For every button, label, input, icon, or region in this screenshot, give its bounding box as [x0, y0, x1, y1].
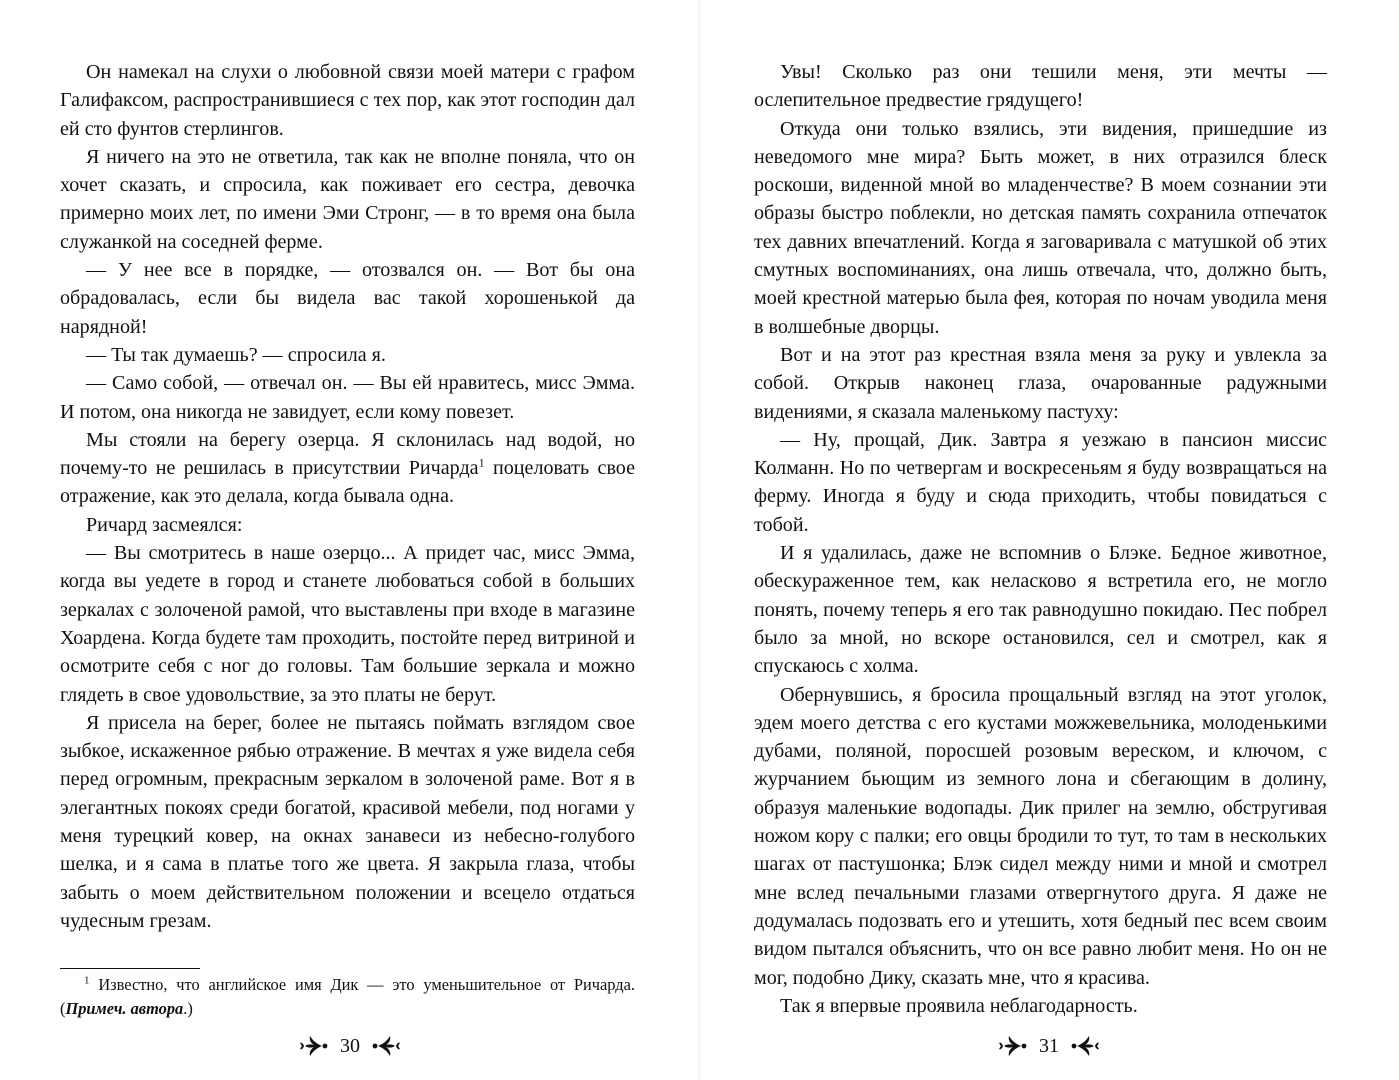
left-page-text — [60, 58, 635, 935]
footnote-reference: 1 — [478, 455, 485, 470]
footnote-attribution: Примеч. автора — [65, 999, 184, 1018]
paragraph: Вот и на этот раз крестная взяла меня за руку и увлекла за собой. Открыв наконец глаза, очарованные радужными видениями, я сказала маленькому пастуху: — [754, 343, 1327, 423]
right-page-text — [754, 58, 1327, 1020]
paragraph: И я удалилась, даже не вспомнив о Блэке. Бедное животное, обескураженное тем, как неласково я встретила его, не могло понять, почему теперь я его так равнодушно покидаю. Пес побрел было за мной, но вскоре остановился, сел и смотрел, как я спускаюсь с холма. — [754, 542, 1327, 678]
fleuron-icon — [1069, 1032, 1099, 1060]
paragraph: Я ничего на это не ответила, так как не вполне поняла, что он хочет сказать, и спросила, как поживает его сестра, девочка примерно моих лет, по имени Эми Стронг, — в то время она была служанкой на соседней ферме. — [60, 145, 635, 253]
paragraph: Так я впервые проявила неблагодарность. — [780, 994, 1138, 1017]
right-page — [700, 0, 1399, 1080]
paragraph: — Вы смотритесь в наше озерцо... А придет час, мисс Эмма, когда вы уедете в город и станете любоваться собой в больших зеркалах с золоченой рамой, что выставлены при входе в магазине Хоардена. Когда будете там проходить, постойте перед витриной и осмотрите себя с ног до головы. Там большие зеркала и можно глядеть в свое удовольствие, за это платы не берут. — [60, 542, 635, 706]
footnote-text: Известно, что английское имя Дик — это уменьшительное от Ричарда. ( — [60, 975, 635, 1018]
fleuron-icon — [999, 1032, 1029, 1060]
footnote-mark: 1 — [84, 974, 90, 987]
left-page — [0, 0, 699, 1080]
footnote-divider — [60, 968, 200, 969]
paragraph: Обернувшись, я бросила прощальный взгляд на этот уголок, эдем моего детства с его кустами можжевельника, молоденькими дубами, поляной, поросшей розовым вереском, и ключом, с журчанием бьющим из земного лона и сбегающим в долину, образуя маленькие водопады. Дик прилег на землю, обстругивая ножом кору с палки; его овцы бродили то тут, то там в нескольких шагах от пастушонка; Блэк сидел между ними и мной и смотрел мне вслед печальными глазами отвергнутого друга. Я даже не додумалась подозвать его и утешить, хотя бедный пес всем своим видом пытался объяснить, что он все равно любит меня. Но он не мог, подобно Дику, сказать мне, что я красива. — [754, 683, 1327, 989]
paragraph: Он намекал на слухи о любовной связи моей матери с графом Галифаксом, распространившиеся с тех пор, как этот господин дал ей сто фунтов стерлингов. — [60, 61, 635, 140]
paragraph: Я присела на берег, более не пытаясь поймать взглядом свое зыбкое, искаженное рябью отражение. В мечтах я уже видела себя перед огромным, прекрасным зеркалом в золоченой раме. Вот я в элегантных покоях среди богатой, красивой мебели, под ногами у меня турецкий ковер, на окнах занавеси из небесно-голубого шелка, и я сама в платье того же цвета. Я закрыла глаза, чтобы забыть о моем действительном положении и всецело отдаться чудесным грезам. — [60, 711, 635, 932]
page-number-area — [999, 1029, 1099, 1063]
paragraph: — Ты так думаешь? — спросила я. — [86, 343, 386, 366]
paragraph-text: поцеловать свое отражение, как это делала, когда бывала одна. — [60, 457, 636, 508]
footnote — [60, 973, 635, 1021]
fleuron-icon — [300, 1032, 330, 1060]
paragraph: — Ну, прощай, Дик. Завтра я уезжаю в пансион миссис Колманн. Но по четвергам и воскресеньям я буду возвращаться на ферму. Иногда я буду и сюда приходить, чтобы повидаться с тобой. — [754, 428, 1327, 536]
footnote-close: .) — [183, 999, 193, 1018]
paragraph: Увы! Сколько раз они тешили меня, эти мечты — ослепительное предвестие грядущего! — [754, 61, 1327, 112]
paragraph-with-footnote — [60, 426, 635, 511]
paragraph: — У нее все в порядке, — отозвался он. — Вот бы она обрадовалась, если бы видела вас такой хорошенькой да нарядной! — [60, 259, 635, 338]
paragraph: Откуда они только взялись, эти видения, пришедшие из неведомого мне мира? Быть может, в них отразился блеск роскоши, виденной мной во младенчестве? В моем сознании эти образы быстро поблекли, но детская память сохранила отпечаток тех давних впечатлений. Когда я заговаривала с матушкой об этих смутных воспоминаниях, она лишь отвечала, что, должно быть, моей крестной матерью была фея, которая по ночам уводила меня в волшебные дворцы. — [754, 117, 1327, 338]
paragraph: Ричард засмеялся: — [86, 513, 243, 536]
page-number: 31 — [1039, 1034, 1059, 1057]
fleuron-icon — [370, 1032, 400, 1060]
page-number: 30 — [340, 1034, 360, 1057]
page-number-area — [300, 1029, 400, 1063]
paragraph: — Само собой, — отвечал он. — Вы ей нравитесь, мисс Эмма. И потом, она никогда не завидует, если кому повезет. — [60, 372, 635, 423]
paragraph-text: Мы стояли на берегу озерца. Я склонилась над водой, но почему-то не решилась в присутствии Ричарда — [60, 428, 635, 480]
